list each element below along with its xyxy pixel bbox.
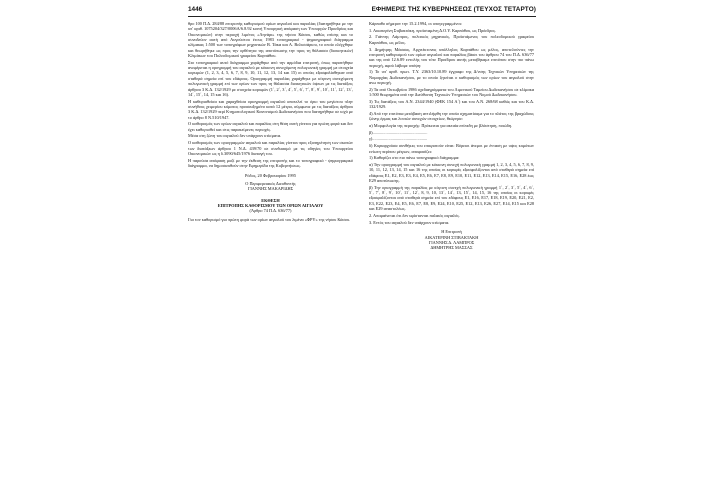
paragraph: α) Μορφολογία της περιοχής: Πρόκειται για ακταία επίπεδη με βλάστηση, ποιώδη.: [369, 122, 513, 128]
paragraph: α) Την οριογραμμή του αιγιαλού με κόκκινη συνεχή πολυγωνική γραμμή 1, 2, 3, 4, 5, 6, 7, 8, 9, 10, 11, 12, 13, 14, 15 και 16 της οποίας οι κορυφές εξασφαλίζονται από σταθερά σημεία επί εδάφους Ε1, Ε2, Ε3, Ε3, Ε4, Ε5, Ε6, Ε7, Ε8, Ε9, Ε10, Ε11, Ε12, Ε13, Ε14, Ε15, Ε16, Ε28 έως Ε29 αποτύπωσης.: [369, 161, 534, 184]
paragraph: β)...................................................: [369, 129, 428, 135]
place-date: Ρόδος, 20 Φεβρουαρίου 1995: [245, 172, 296, 178]
paragraph: 1. Αικατερίνη Στιβακτάκη, προϊσταμένη Δ.Ο.Υ. Καρπάθου, ως Πρόεδρος.: [369, 27, 497, 33]
committee-member: ΔΗΜΗΤΡΗΣ ΜΑΣΣΑΣ: [430, 245, 473, 251]
paragraph: θρο 100 Π.Δ. 284/88 επιτροπής καθορισμού ορίων αιγιαλού και παραλίας (διατηρήθηκε με την υπ' αριθ. 1075204/327/0006Α/6.8.92 κοινή Υπουργική απόφαση των Υπουργών Προεδρίας και Οικονομικών) στην περιοχή λιμένος «Ληνάρι» της νήσου Κάσου, καθώς επίσης και το συνοδεύον αυτή από Αυγούστου έτους 1983 τοπογραφικό - ψηφιογραφικό διάγραμμα κλίμακας 1:500 των τοπογράφων μηχανικών Β. Τάκα και Α. Βελισσάριου, το οποίο ελέγχθηκε και θεωρήθηκε ως προς την ορθότητα της αποτύπωσης την προς τη θάλασσα (διοικητικών) Κλιμάκων του Πολεοδομικού γραφείου Καρπάθου.: [188, 21, 353, 59]
paragraph: 3. Δημήτρης Μάσσας, Αρχιτέκτονας υπάλληλος Καρπάθου ως μέλος, αποτελούντες την επιτροπή καθορισμού των ορίων αιγιαλού και παραλίας βάσει του άρθρου 74 του Π.Δ. 636/77 και της από 12.6.89 εντολής του τότε Προέδρου αυτής μεταβήκαμε επιτόπου στην πιο πάνω περιοχή, αφού λάβαμε υπόψη:: [369, 46, 534, 68]
report-article: (Άρθρο 74 Π.Δ. 636/77): [249, 208, 292, 214]
committee-label: Η Επιτροπή: [441, 229, 462, 235]
committee-member: ΓΙΑΝΝΗΣ Δ. ΛΑΜΠΡΟΣ: [428, 240, 475, 246]
committee-member: ΑΙΚΑΤΕΡΙΝΗ ΣΤΙΒΑΚΤΑΚΗ: [424, 234, 479, 240]
paragraph: 1) Το υπ' αριθ. πρωτ. Τ.Υ. 2363/10.10.89 έγγραφο της Δ/νσης Τεχνικών Υπηρεσιών της Νομαρχίας Δωδεκανήσου, με το οποίο ζητείται ο καθορισμός των ορίων του αιγιαλού στην ανω περιοχή.: [369, 69, 534, 85]
paragraph: 2) Τα από Οκτωβρίου 1986 σχεδιαγράμματα του Λιμενικού Ταμείου Δωδεκανήσου σε κλίμακα 1:500 θεωρημένα από την Διεύθυνση Τεχνικών Υπηρεσιών του Νομού Δωδεκανήσου.: [369, 86, 534, 98]
paragraph: 3. Εντός του αιγιαλού δεν υπάρχουν κτίσματα.: [369, 219, 450, 225]
paragraph: 4) Από την επιτόπια μετάβαση αντιλήφθη την οποία σχηματίσαμε για το πλάτος της βραχώδους ζώνης έρμας και λοιπών συνεχών στοιχείων, θεώρησε:: [369, 110, 535, 122]
paragraph: γ)...................................................: [369, 136, 428, 142]
paragraph: 2. Γιάννης Λάμπρος, πολιτικός μηχανικός, Προϊστάμενος του πολεοδομικού γραφείου Καρπάθου, ως μέλος.: [369, 34, 534, 45]
left-column: [188, 21, 353, 223]
header-rule: [188, 16, 536, 17]
paragraph: δ) Κυριαρχούσα συνθήκες του επικρατούν είναι: Βόρειοι άνεμοι με ένταση με υψος κυμάτων ενίωτη περίπου μέτρων, αποφασίζει:: [369, 143, 534, 154]
paragraph: Μέσα στη ζώνη του αιγιαλού δεν υπάρχουν κτίσματα.: [188, 133, 282, 139]
signer-role: Ο Περιφερειακός Διευθυντής: [245, 181, 296, 187]
paragraph: β) Την οριογραμμή της παραλίας με κίτρινη συνεχή πολυγωνική γραμμή 1΄, 2΄, 3΄, 5΄, 4΄, 6΄, 5΄, 7΄, 8΄, 9΄, 10΄, 11΄, 12΄, 8, 9, 10, 13΄, 14΄, 13, 15΄, 14, 15, 16 της οποίας οι κορυφές εξασφαλίζονται από σταθερά σημεία επί του εδάφους Ε1, Ε16, Ε17, Ε18, Ε19, Ε20, Ε21, Ε2, Ε3, Ε22, Ε23, Ε4, Ε5, Ε6, Ε7, Ε8, Ε9, Ε24, Ε10, Ε25, Ε12, Ε13, Ε26, Ε27, Ε14, Ε15 και Ε28 και Ε29 αναστολέως.: [369, 184, 534, 212]
report-intro: Για τον καθορισμό για πρώτη φορά των ορίων αιγιαλού του λιμένα «ΦΡΥ» της νήσου Κάσου.: [188, 216, 351, 222]
paragraph: 3) Τις διατάξεις του Α.Ν. 2344/1940 (ΦΕΚ 154 Α΄) και του Α.Ν. 268/68 καθώς και του Κ.Δ. 132/1929.: [369, 98, 534, 110]
document-page: [188, 6, 536, 494]
signer-name: ΓΙΑΝΝΗΣ ΜΑΚΑΡΙΔΗΣ: [247, 186, 294, 192]
report-title: ΕΚΘΕΣΗ: [261, 197, 280, 203]
paragraph: Η καθορισθείσα και χαραχθείσα οριογραμμή αιγιαλού αποτελεί το όριο του μεγίστου πλην συνήθους χειμερίου κύματος προσαυξημένο κατά 12 μέτρα, σύμφωνα με τις διατάξεις άρθρου 3 Κ.Δ. 132/1929 περί Κτηματολογικού Κανονισμού Δωδεκανήσου που διατηρήθηκε σε ισχύ με το άρθρο 8 Ν.510/1947.: [188, 98, 353, 120]
paragraph: Η παρούσα απόφαση μαζί με την έκθεση της επιτροπής και το τοπογραφικό - ψηφιογραφικό διάγραμμα, να δημοσιευθούν στην Εφημερίδα της Κυβερνήσεως.: [188, 157, 353, 168]
paragraph: Κάρπαθο σήμερον την 15.2.1994, οι υπογεγραμμένοι:: [369, 21, 462, 26]
page-number: 1446: [188, 6, 203, 13]
gazette-title: ΕΦΗΜΕΡΙΣ ΤΗΣ ΚΥΒΕΡΝΗΣΕΩΣ (ΤΕΥΧΟΣ ΤΕΤΑΡΤΟ): [371, 6, 536, 13]
paragraph: 2. Αποφαίνεται ότι δεν υφίστανται παλαιός αιγιαλός.: [369, 212, 461, 218]
paragraph: 1) Καθορίζει στο πιο πάνω τοπογραφικό διάγραμμα:: [369, 155, 460, 161]
paragraph: Ο καθορισμός των οριογραμμών αιγιαλού και παραλίας γίνεται προς εξυπηρέτηση των σκοπών των διατάξεων άρθρου 1 Ν.Δ. 439/70 σε συνδυασμό με τις οδηγίες του Υπουργείου Οικονομικών ως η δ.3090/645/1976 διαταγή του.: [188, 140, 353, 156]
paragraph: Ο καθορισμός των ορίων αιγιαλού και παραλίας στη θέση αυτή γίνεται για πρώτη φορά και δεν έχει καθορισθεί και στις παρακείμενες περιοχές.: [188, 121, 353, 132]
report-subtitle: ΕΠΙΤΡΟΠΗΣ ΚΑΘΟΡΙΣΜΟΥ ΤΩΝ ΟΡΙΩΝ ΑΙΓΙΑΛΟΥ: [217, 203, 324, 209]
paragraph: Στο τοπογραφικό αυτό διάγραμμα χαράχθηκε από την αρμόδια επιτροπή, όπως παρατήθηκε ανεφέρεται η ορογραμμή του αιγιαλού με κόκκινη συνεχόμενη πολυγωνική γραμμή με στοιχεία κορυφών (1, 2, 3, 4, 5, 6, 7, 8, 9, 10, 11, 12, 13, 14 και 15) οι οποίες εξασφαλίσθηκαν από σταθερά σημεία επί του εδάφους. Οριογραμμή παραλίας χαράχθηκε με κίτρινη συνεχόμενη πολυγωνική γραμμή επί των ορίων των προς τη θάλασσα διοικητικών όψεων με τις διατάξεις άρθρου 3 Κ.Δ. 132/1929 με στοιχεία κορυφών (1΄, 2΄, 3΄, 4΄, 5΄, 6΄, 7΄, 8΄, 9΄, 10΄, 11΄, 12΄, 13΄, 14΄, 15΄, 14, 15 και 16).: [188, 59, 353, 97]
right-column: [369, 21, 534, 251]
